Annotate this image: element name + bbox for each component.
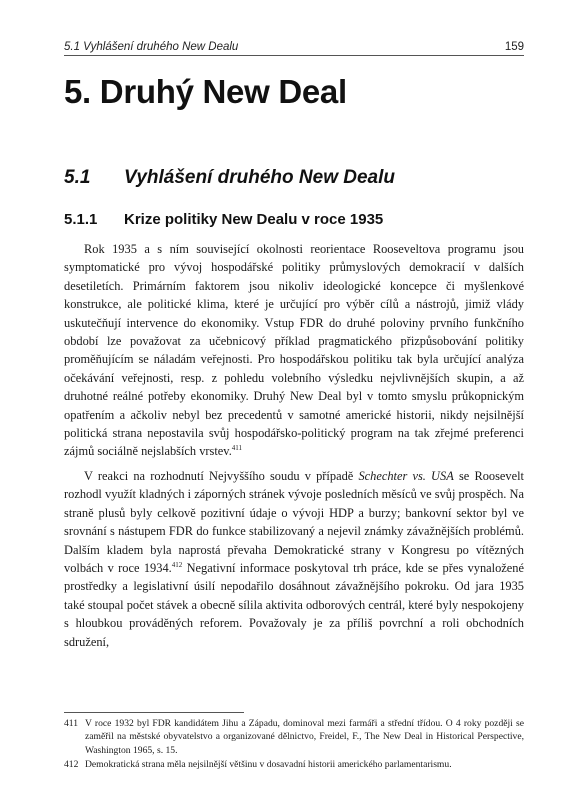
footnote-text: V roce 1932 byl FDR kandidátem Jihu a Západu, dominoval mezi farmáři a střední třídou. O 4 roky později se zaměřil na městské obyvatelstvo a organizované dělnictvo, Freidel, F., The New Deal in Historical Perspective, Washington 1965, s. 15. bbox=[85, 718, 524, 756]
chapter-title: 5. Druhý New Deal bbox=[64, 73, 347, 110]
paragraph-1 bbox=[64, 240, 524, 461]
section-heading bbox=[64, 167, 524, 189]
subsection-title: Krize politiky New Dealu v roce 1935 bbox=[124, 211, 384, 228]
running-title: 5.1 Vyhlášení druhého New Dealu bbox=[64, 41, 239, 53]
footnote-ref-411[interactable]: 411 bbox=[231, 444, 243, 453]
subsection-number: 5.1.1 bbox=[64, 211, 98, 228]
paragraph-2 bbox=[64, 467, 524, 651]
footnote-411 bbox=[64, 717, 524, 757]
paragraph-2-text-before: V reakci na rozhodnutí Nejvyššího soudu v případě bbox=[84, 468, 359, 483]
case-name: Schechter vs. USA bbox=[358, 468, 454, 483]
running-header bbox=[64, 33, 524, 53]
subsection-heading bbox=[64, 211, 524, 228]
section-number: 5.1 bbox=[64, 167, 91, 188]
footnote-text: Demokratická strana měla nejsilnější většinu v dosavadní historii amerického parlamentarismu. bbox=[85, 759, 452, 771]
paragraph-1-text: Rok 1935 a s ním související okolnosti reorientace Rooseveltova programu jsou symptomatické pro vývoj hospodářské politiky průmyslových demokracií v dalších desetiletích. Primárním faktorem jsou nikoliv ideologické koncepce či myšlenkové konstrukce, ale politické klima, které je určující pro výběr cílů a nástrojů, jimiž vlády uskutečňují intervence do ekonomiky. Vstup FDR do druhé poloviny prvního funkčního období lze považovat za učebnicový příklad pragmatického přizpůsobování politiky proměňujícím se náladám veřejnosti. Pro hospodářskou politiku tak byla určující analýza očekávání veřejnosti, resp. z pohledu volebního výsledku nejvlivnějších skupin, a až druhotné reálné potřeby ekonomiky. Druhý New Deal byl v tomto smyslu průkopnickým opatřením a ačkoliv nebyl bez precedentů v samotné americké historii, nikdy nejsilnější politická strana nepostavila svůj hospodářsko-politický program na tak zřejmé preferenci zájmů sociálně nejslabších vrstev. bbox=[64, 242, 524, 459]
header-rule bbox=[64, 55, 524, 56]
footnotes bbox=[64, 717, 524, 773]
body-text bbox=[64, 240, 524, 657]
paragraph-2-text-mid: se Roosevelt rozhodl využít kladných i záporných stránek vývoje posledních měsíců ve svůj prospěch. Na straně plusů byly celkově pozitivní údaje o vývoji HDP a burzy; bankovní sektor byl ve srovnání s nástupem FDR do funkce stabilizovaný a nejevil známky závažnějších problémů. Dalším kladem byla naprostá převaha Demokratické strany v Kongresu po vítězných volbách v roce 1934. bbox=[64, 468, 525, 575]
footnote-412 bbox=[64, 758, 524, 771]
page-number: 159 bbox=[504, 41, 524, 53]
footnote-rule bbox=[64, 712, 244, 713]
footnote-number: 411 bbox=[64, 718, 79, 729]
footnote-number: 412 bbox=[64, 759, 79, 771]
paragraph-2-text-after: Negativní informace poskytoval trh práce, kde se přes vynaložené prostředky a legislativní úsilí nepodařilo dosáhnout závažnějšího pokroku. Od jara 1935 také stoupal počet stávek a obecně sílila aktivita odborových centrál, které byly nespokojeny s hloubkou prováděných reforem. Považovaly je za příliš povrchní a roli obchodních sdružení, bbox=[64, 560, 524, 649]
footnote-ref-412[interactable]: 412 bbox=[171, 560, 183, 569]
section-title: Vyhlášení druhého New Dealu bbox=[124, 167, 396, 188]
